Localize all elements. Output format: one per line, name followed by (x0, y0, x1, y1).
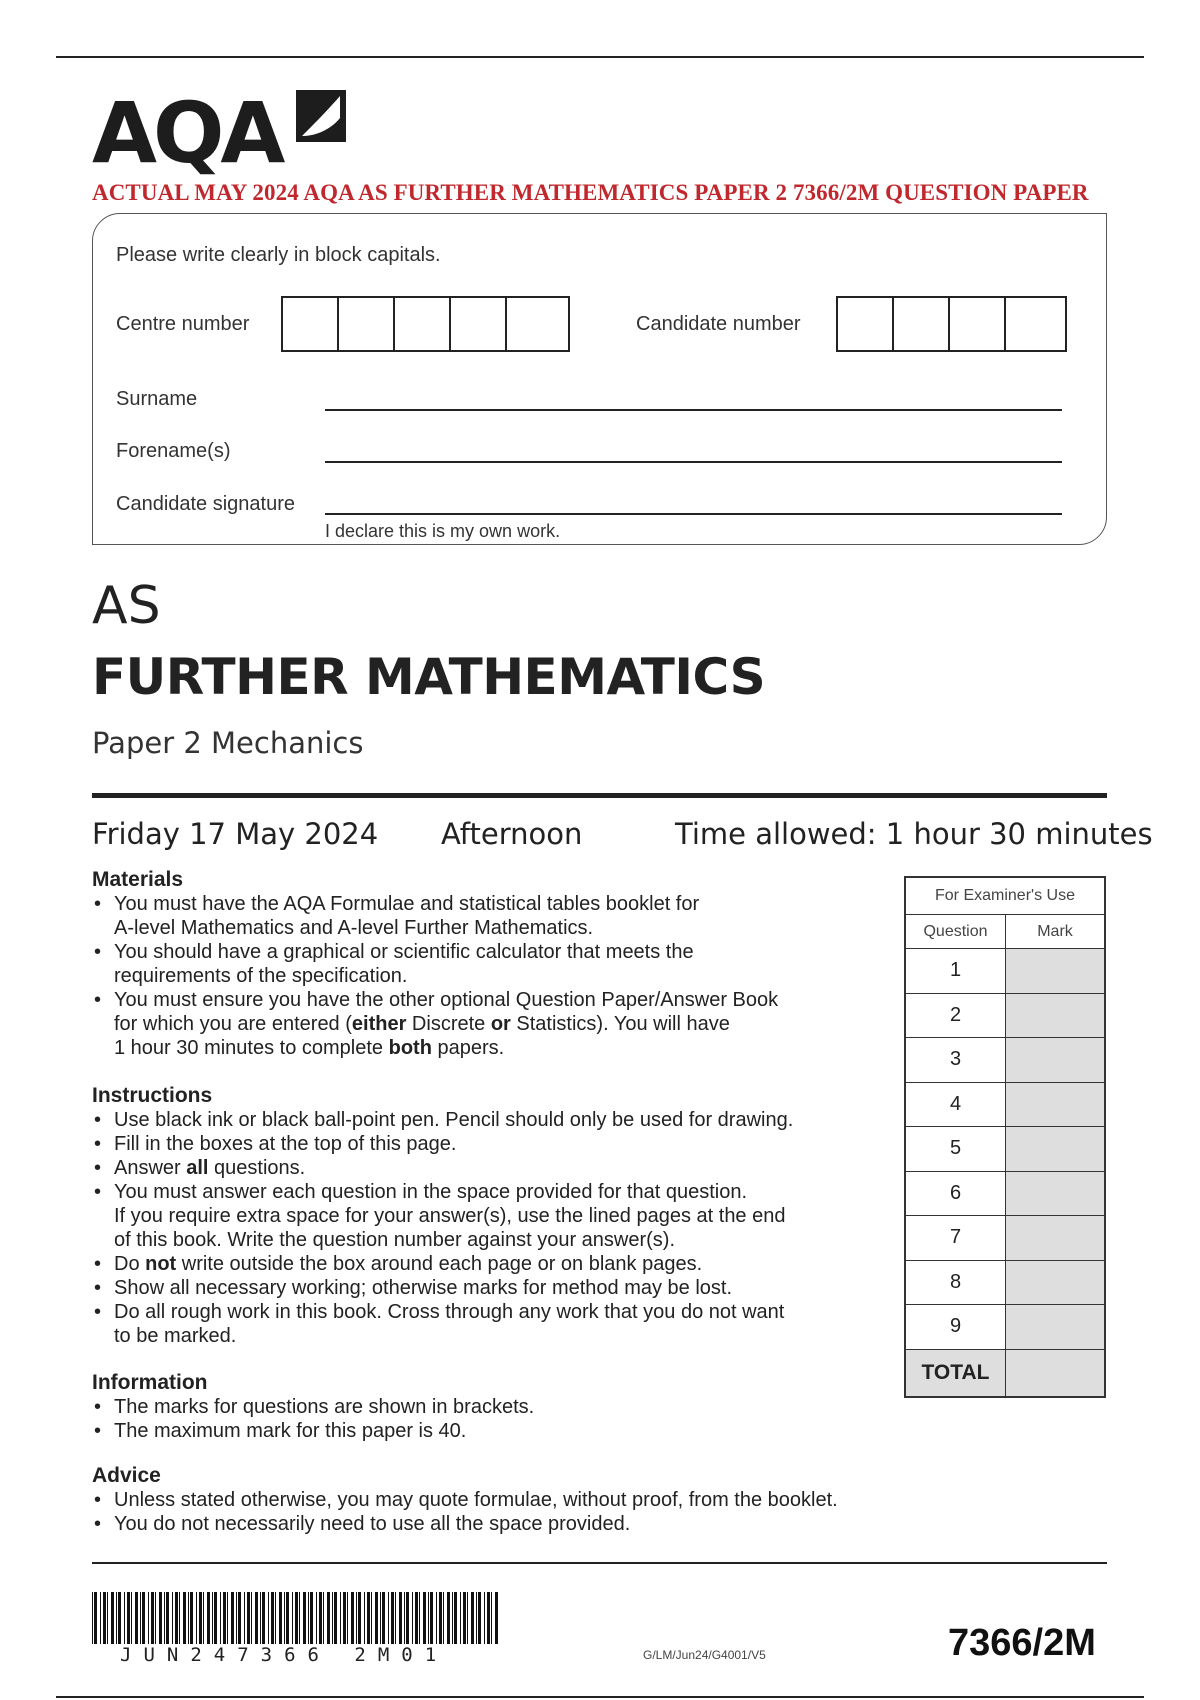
materials-heading: Materials (92, 868, 184, 891)
exam-date: Friday 17 May 2024 (92, 817, 379, 851)
forenames-label: Forename(s) (116, 440, 231, 462)
footer-rule (92, 1562, 1107, 1564)
qualification-level: AS (92, 576, 161, 636)
materials-section (92, 868, 892, 1060)
mark-cell (1006, 994, 1104, 1038)
table-row: 7 (906, 1216, 1104, 1261)
question-column-header: Question (906, 915, 1006, 948)
list-item: • The maximum mark for this paper is 40. (92, 1419, 892, 1443)
list-item: • Use black ink or black ball-point pen. Pencil should only be used for drawing. (92, 1108, 892, 1132)
list-item: • The marks for questions are shown in brackets. (92, 1395, 892, 1419)
mark-cell (1006, 1127, 1104, 1171)
time-allowed: Time allowed: 1 hour 30 minutes (675, 817, 1153, 851)
list-item: • You must answer each question in the space provided for that question. If you require extra space for your answer(s), use the lined pages at the end of this book. Write the question number against your answer(s). (92, 1180, 892, 1252)
declaration-text: I declare this is my own work. (325, 521, 561, 541)
signature-label: Candidate signature (116, 493, 296, 515)
table-row: 8 (906, 1261, 1104, 1306)
table-row: 1 (906, 949, 1104, 994)
list-item: • Unless stated otherwise, you may quote formulae, without proof, from the booklet. (92, 1488, 992, 1512)
examiner-use-table (904, 876, 1106, 1398)
table-row: 6 (906, 1172, 1104, 1217)
mark-cell (1006, 1172, 1104, 1216)
signature-field[interactable] (325, 513, 1062, 515)
mark-column-header: Mark (1006, 915, 1104, 948)
advice-heading: Advice (92, 1464, 161, 1487)
paper-name: Paper 2 Mechanics (92, 726, 364, 760)
candidate-details-box (92, 213, 1107, 545)
reference-code: G/LM/Jun24/G4001/V5 (643, 1648, 766, 1662)
list-item: • You must have the AQA Formulae and statistical tables booklet for A-level Mathematics and A-level Further Mathematics. (92, 892, 892, 940)
surname-label: Surname (116, 388, 198, 410)
mark-cell (1006, 1261, 1104, 1305)
mark-cell (1006, 1216, 1104, 1260)
instructions-section (92, 1084, 892, 1348)
list-item: • Fill in the boxes at the top of this page. (92, 1132, 892, 1156)
examiner-table-header (906, 915, 1104, 949)
mark-cell (1006, 1083, 1104, 1127)
mark-cell (1006, 1038, 1104, 1082)
surname-field[interactable] (325, 409, 1062, 411)
candidate-number-field[interactable] (836, 296, 1067, 352)
examiner-table-title: For Examiner's Use (906, 878, 1104, 915)
aqa-logo (92, 84, 352, 182)
list-item: • Answer all questions. (92, 1156, 892, 1180)
mark-cell (1006, 949, 1104, 993)
table-row: 5 (906, 1127, 1104, 1172)
table-row: 4 (906, 1083, 1104, 1128)
centre-number-label: Centre number (116, 313, 250, 335)
logo-text: AQA (92, 84, 282, 182)
total-label: TOTAL (906, 1350, 1006, 1396)
centre-number-field[interactable] (281, 296, 570, 352)
document-title: ACTUAL MAY 2024 AQA AS FURTHER MATHEMATICS PAPER 2 7366/2M QUESTION PAPER (92, 180, 1089, 205)
bottom-rule (56, 1696, 1144, 1698)
advice-section (92, 1464, 992, 1536)
total-row (906, 1350, 1104, 1396)
paper-code: 7366/2M (948, 1622, 1096, 1664)
table-row: 2 (906, 994, 1104, 1039)
list-item: • You must ensure you have the other optional Question Paper/Answer Book for which you are entered (either Discrete or Statistics). You will have 1 hour 30 minutes to complete both papers. (92, 988, 892, 1060)
top-rule (56, 56, 1144, 58)
subject-title: FURTHER MATHEMATICS (92, 648, 766, 706)
exam-session: Afternoon (441, 817, 583, 851)
forenames-field[interactable] (325, 461, 1062, 463)
information-section (92, 1371, 892, 1443)
list-item: • You do not necessarily need to use all the space provided. (92, 1512, 992, 1536)
list-item: • Do not write outside the box around each page or on blank pages. (92, 1252, 892, 1276)
mark-cell (1006, 1305, 1104, 1349)
table-row: 3 (906, 1038, 1104, 1083)
information-heading: Information (92, 1371, 208, 1394)
table-row: 9 (906, 1305, 1104, 1350)
total-mark-cell (1006, 1350, 1104, 1396)
candidate-number-label: Candidate number (636, 313, 801, 335)
barcode-text: JUN247366 2M01 (120, 1644, 449, 1666)
instructions-heading: Instructions (92, 1084, 213, 1107)
title-rule (92, 793, 1107, 798)
list-item: • Do all rough work in this book. Cross through any work that you do not want to be marked. (92, 1300, 892, 1348)
logo-mark-icon (292, 88, 348, 144)
block-capitals-instruction: Please write clearly in block capitals. (116, 244, 441, 266)
list-item: • You should have a graphical or scientific calculator that meets the requirements of the specification. (92, 940, 892, 988)
list-item: • Show all necessary working; otherwise marks for method may be lost. (92, 1276, 892, 1300)
